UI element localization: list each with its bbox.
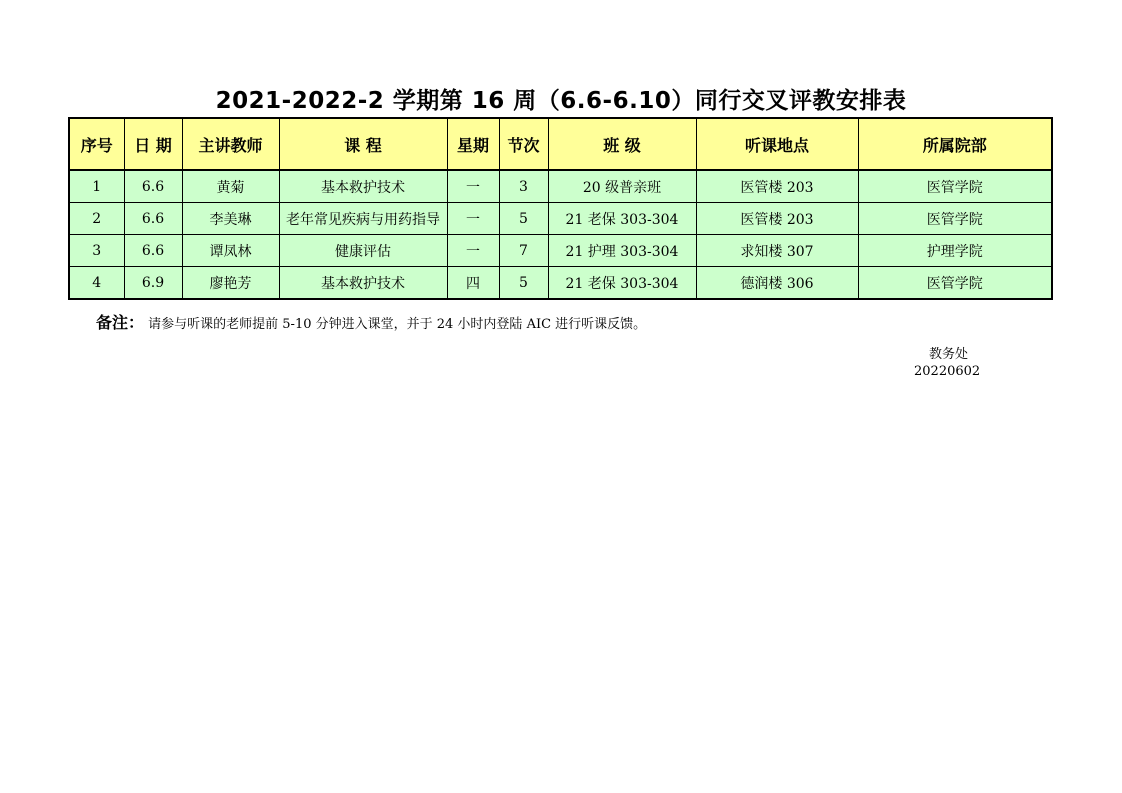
- table-row: [69, 267, 1052, 300]
- cell-course: 基本救护技术: [279, 267, 447, 300]
- cell-department: 医管学院: [858, 267, 1052, 300]
- remark-label: 备注：: [96, 313, 145, 332]
- cell-date: 6.6: [124, 170, 182, 203]
- cell-weekday: 一: [447, 170, 499, 203]
- cell-location: 医管楼 203: [696, 203, 858, 235]
- cell-class: 21 老保 303-304: [548, 203, 696, 235]
- cell-teacher: 谭凤林: [182, 235, 279, 267]
- cell-weekday: 四: [447, 267, 499, 300]
- cell-teacher: 李美琳: [182, 203, 279, 235]
- cell-course: 健康评估: [279, 235, 447, 267]
- cell-location: 求知楼 307: [696, 235, 858, 267]
- cell-index: 4: [69, 267, 124, 300]
- cell-date: 6.9: [124, 267, 182, 300]
- cell-date: 6.6: [124, 203, 182, 235]
- issuing-office: 教务处: [929, 347, 969, 362]
- cell-index: 2: [69, 203, 124, 235]
- cell-period: 5: [499, 267, 548, 300]
- cell-index: 1: [69, 170, 124, 203]
- cell-class: 20 级普亲班: [548, 170, 696, 203]
- cell-period: 3: [499, 170, 548, 203]
- table-row: [69, 203, 1052, 235]
- cell-department: 医管学院: [858, 203, 1052, 235]
- cell-location: 德润楼 306: [696, 267, 858, 300]
- cell-date: 6.6: [124, 235, 182, 267]
- cell-index: 3: [69, 235, 124, 267]
- cell-class: 21 老保 303-304: [548, 267, 696, 300]
- schedule-table: [68, 117, 1053, 300]
- remark-text: 请参与听课的老师提前 5-10 分钟进入课堂，并于 24 小时内登陆 AIC 进行听课反馈。: [148, 317, 647, 332]
- cell-department: 医管学院: [858, 170, 1052, 203]
- cell-weekday: 一: [447, 235, 499, 267]
- header-location: 听课地点: [696, 118, 858, 170]
- cell-teacher: 黄菊: [182, 170, 279, 203]
- cell-period: 5: [499, 203, 548, 235]
- cell-department: 护理学院: [858, 235, 1052, 267]
- header-course: 课 程: [279, 118, 447, 170]
- header-class: 班 级: [548, 118, 696, 170]
- header-weekday: 星期: [447, 118, 499, 170]
- cell-course: 老年常见疾病与用药指导: [279, 203, 447, 235]
- remark: [96, 310, 646, 333]
- table-row: [69, 170, 1052, 203]
- cell-location: 医管楼 203: [696, 170, 858, 203]
- cell-teacher: 廖艳芳: [182, 267, 279, 300]
- cell-period: 7: [499, 235, 548, 267]
- page-title: 2021-2022-2 学期第 16 周（6.6-6.10）同行交叉评教安排表: [215, 88, 907, 114]
- header-date: 日 期: [124, 118, 182, 170]
- table-header-row: [69, 118, 1052, 170]
- cell-weekday: 一: [447, 203, 499, 235]
- table-row: [69, 235, 1052, 267]
- header-period: 节次: [499, 118, 548, 170]
- header-teacher: 主讲教师: [182, 118, 279, 170]
- cell-class: 21 护理 303-304: [548, 235, 696, 267]
- header-department: 所属院部: [858, 118, 1052, 170]
- header-index: 序号: [69, 118, 124, 170]
- issue-date: 20220602: [914, 364, 981, 379]
- cell-course: 基本救护技术: [279, 170, 447, 203]
